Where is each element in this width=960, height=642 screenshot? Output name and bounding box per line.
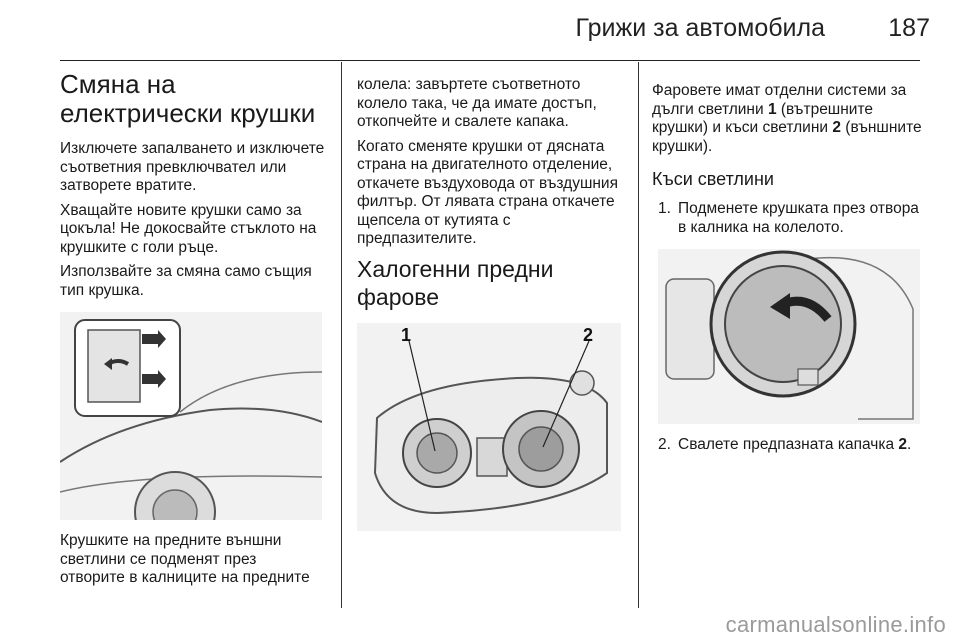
column-separator-1 <box>341 62 342 608</box>
column-2 <box>357 76 625 543</box>
section-heading: Смяна на електрически крушки <box>60 69 316 128</box>
paragraph: Фаровете имат отделни системи за дълги светлини 1 (вътрешните крушки) и къси светлини 2 (външните крушки). <box>652 82 922 155</box>
step-item: 2. Свалете предпазната капачка 2. <box>658 436 912 453</box>
paragraph: Използвайте за смяна само същия тип крушка. <box>60 263 312 299</box>
figure-fender-access <box>60 312 322 520</box>
header-rule <box>60 60 920 61</box>
paragraph: Хващайте новите крушки само за цокъла! Не докосвайте стъклото на крушките с голи ръце. <box>60 201 317 256</box>
paragraph: Крушките на предните външни светлини се подменят през отворите в калниците на предните <box>60 532 310 586</box>
paragraph: Когато сменяте крушки от дясната страна на двигателното отделение, откачете въздуховода от въздушния филтър. От лявата страна откачете щепсела от кутията с предпазителите. <box>357 137 618 247</box>
step-item: 1. Подменете крушката през отвора в калника на колелото. <box>658 200 919 236</box>
section-heading: Халогенни предни фарове <box>357 255 554 310</box>
figure-label-1: 1 <box>401 324 412 345</box>
subsection-heading: Къси светлини <box>652 169 774 189</box>
paragraph: Изключете запалването и изключете съответния превключвател или затворете вратите. <box>60 140 325 194</box>
steps-list <box>652 436 922 455</box>
steps-list <box>652 200 922 237</box>
figure-headlight <box>357 323 621 531</box>
column-separator-2 <box>638 62 639 608</box>
paragraph: колела: завъртете съответното колело така, че да имате достъп, откопчейте и свалете капака. <box>357 76 597 130</box>
figure-bulb-cap <box>658 249 920 424</box>
headlight-illustration <box>357 323 621 531</box>
running-header: Грижи за автомобила <box>575 14 825 42</box>
column-1 <box>60 70 325 594</box>
bulb-cap-illustration <box>658 249 920 424</box>
column-3 <box>652 82 922 461</box>
fender-access-illustration <box>60 312 322 520</box>
watermark: carmanualsonline.info <box>725 612 946 637</box>
page-number: 187 <box>888 14 930 42</box>
figure-label-2: 2 <box>583 324 594 345</box>
